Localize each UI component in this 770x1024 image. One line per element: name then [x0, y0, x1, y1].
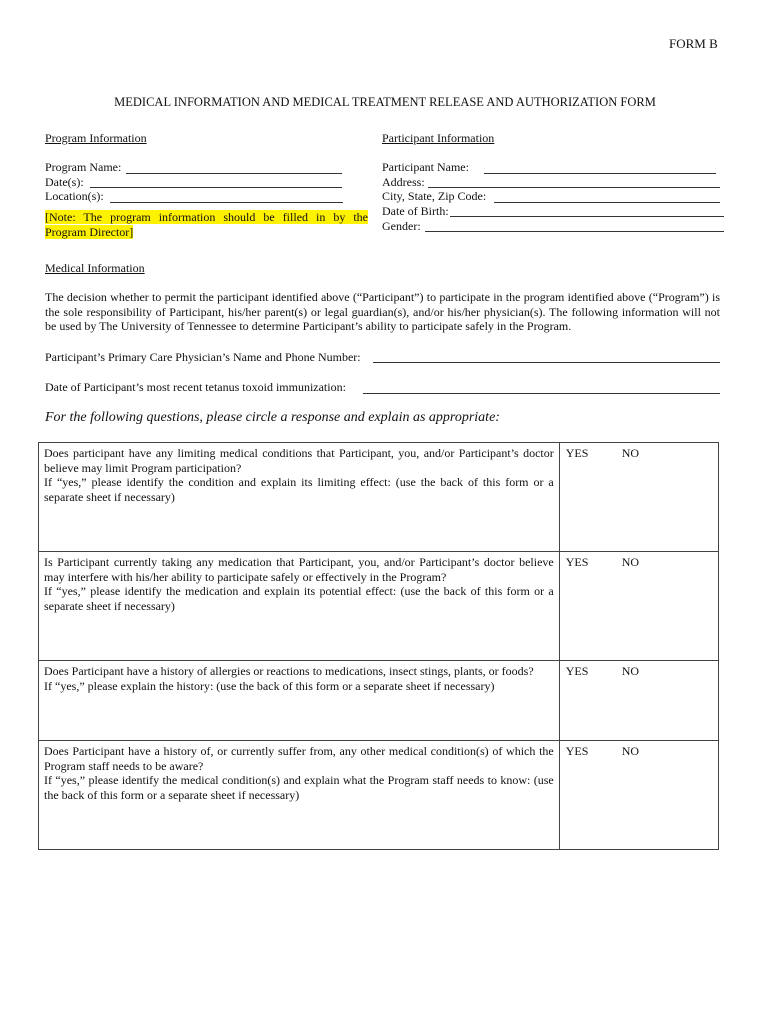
yes-option[interactable]: YES: [565, 744, 589, 758]
question-cell: [39, 552, 560, 661]
question-text: Does Participant have a history of, or currently suffer from, any other medical condition(s) of which the Program staff needs to be aware?: [44, 744, 554, 773]
program-name-label: Program Name:: [45, 160, 122, 174]
question-cell: [39, 443, 560, 552]
participant-address-field[interactable]: [428, 187, 720, 188]
question-text: Does Participant have a history of allergies or reactions to medications, insect stings, plants, or foods?: [44, 664, 534, 678]
tetanus-label: Date of Participant’s most recent tetanus toxoid immunization:: [45, 380, 346, 394]
participant-gender-label: Gender:: [382, 219, 421, 233]
yes-option[interactable]: YES: [565, 555, 589, 569]
participant-dob-field[interactable]: [450, 216, 724, 217]
question-cell: [39, 741, 560, 850]
participant-city-field[interactable]: [494, 202, 720, 203]
no-option[interactable]: NO: [621, 446, 640, 460]
medical-disclaimer-paragraph: The decision whether to permit the participant identified above (“Participant”) to participate in the program identified above (“Program”) is the sole responsibility of Participant, his/her parent(s) or legal guardian(s), and/or his/her physician(s). The following information will not be used by The University of Tennessee to determine Participant’s ability to participate safely in the Program.: [45, 290, 720, 333]
tetanus-field[interactable]: [363, 393, 720, 394]
instructions: For the following questions, please circle a response and explain as appropriate:: [45, 410, 500, 425]
question-followup: If “yes,” please identify the condition and explain its limiting effect: (use the back of this form or a separate sheet if necessary): [44, 475, 554, 504]
question-followup: If “yes,” please identify the medical condition(s) and explain what the Program staff needs to know: (use the back of this form or a separate sheet if necessary): [44, 773, 554, 802]
participant-name-field[interactable]: [484, 173, 716, 174]
program-dates-field[interactable]: [90, 187, 342, 188]
form-label: FORM B: [669, 36, 718, 51]
question-text: Is Participant currently taking any medication that Participant, you, and/or Participant’s doctor believe may interfere with his/her ability to participate safely or effectively in the Program?: [44, 555, 554, 584]
program-note-line-2: Program Director]: [45, 225, 134, 239]
participant-gender-field[interactable]: [425, 231, 724, 232]
medical-info-heading: Medical Information: [45, 261, 145, 275]
yes-option[interactable]: YES: [565, 446, 589, 460]
question-cell: [39, 661, 560, 741]
program-location-label: Location(s):: [45, 189, 104, 203]
program-note: [45, 210, 368, 240]
program-name-field[interactable]: [126, 173, 342, 174]
table-row: [39, 661, 719, 741]
yes-option[interactable]: YES: [565, 664, 589, 678]
program-location-field[interactable]: [110, 202, 343, 203]
answer-cell[interactable]: [559, 741, 718, 850]
participant-city-label: City, State, Zip Code:: [382, 189, 487, 203]
questions-table: [38, 442, 719, 850]
participant-address-label: Address:: [382, 175, 425, 189]
table-row: [39, 443, 719, 552]
program-note-line-1: [Note: The program information should be filled in by the: [45, 210, 368, 224]
no-option[interactable]: NO: [621, 744, 640, 758]
program-info-heading: Program Information: [45, 131, 147, 145]
answer-cell[interactable]: [559, 661, 718, 741]
participant-dob-label: Date of Birth:: [382, 204, 449, 218]
table-row: [39, 552, 719, 661]
question-text: Does participant have any limiting medical conditions that Participant, you, and/or Participant’s doctor believe may limit Program participation?: [44, 446, 554, 475]
participant-name-label: Participant Name:: [382, 160, 469, 174]
physician-label: Participant’s Primary Care Physician’s Name and Phone Number:: [45, 350, 361, 364]
no-option[interactable]: NO: [621, 664, 640, 678]
question-followup: If “yes,” please identify the medication and explain its potential effect: (use the back of this form or a separate sheet if necessary): [44, 584, 554, 613]
answer-cell[interactable]: [559, 443, 718, 552]
no-option[interactable]: NO: [621, 555, 640, 569]
participant-info-heading: Participant Information: [382, 131, 495, 145]
form-title: MEDICAL INFORMATION AND MEDICAL TREATMENT RELEASE AND AUTHORIZATION FORM: [114, 95, 656, 109]
answer-cell[interactable]: [559, 552, 718, 661]
question-followup: If “yes,” please explain the history: (use the back of this form or a separate sheet if necessary): [44, 678, 495, 693]
table-row: [39, 741, 719, 850]
physician-field[interactable]: [373, 362, 720, 363]
program-dates-label: Date(s):: [45, 175, 84, 189]
